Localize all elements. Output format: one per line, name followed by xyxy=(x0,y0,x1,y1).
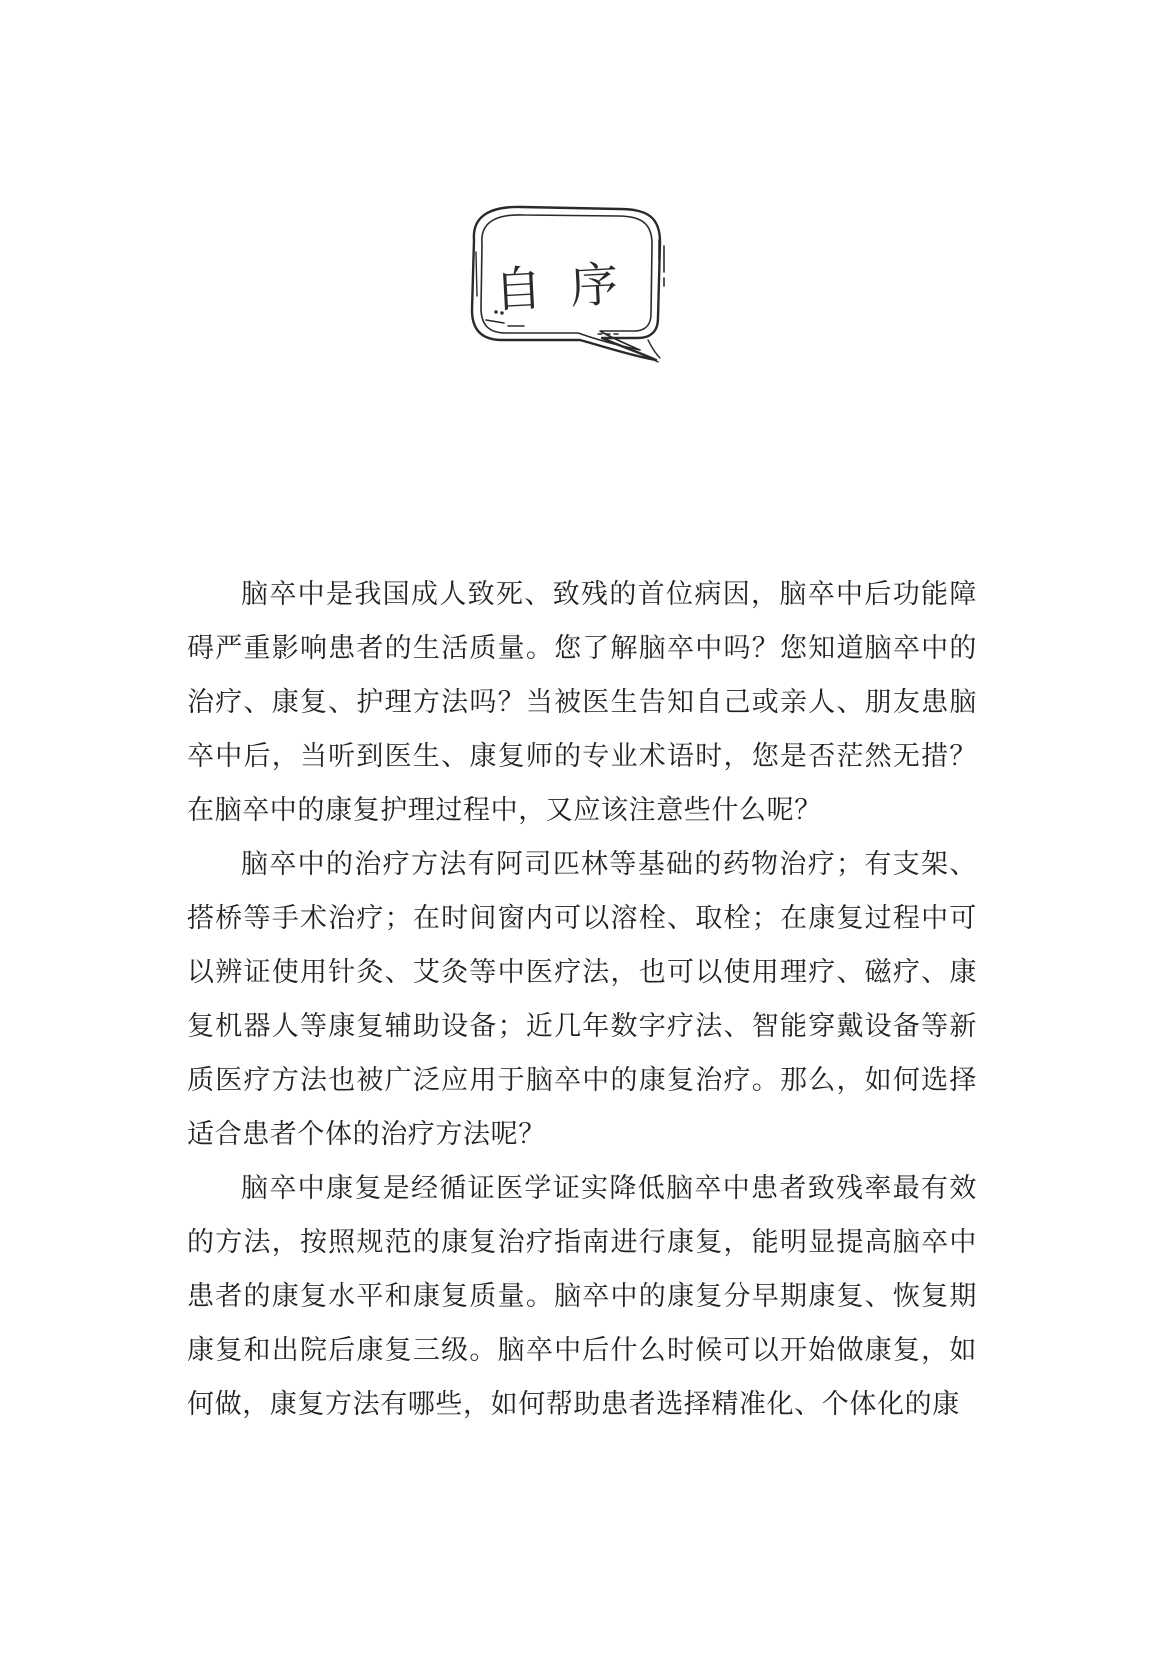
paragraph-1: 脑卒中是我国成人致死、致残的首位病因，脑卒中后功能障碍严重影响患者的生活质量。您了解脑卒中吗？您知道脑卒中的治疗、康复、护理方法吗？当被医生告知自己或亲人、朋友患脑卒中后，当听到医生、康复师的专业术语时，您是否茫然无措？在脑卒中的康复护理过程中，又应该注意些什么呢？ xyxy=(187,579,977,826)
page-title: 自序 xyxy=(492,255,648,319)
paragraph-3: 脑卒中康复是经循证医学证实降低脑卒中患者致残率最有效的方法，按照规范的康复治疗指南进行康复，能明显提高脑卒中患者的康复水平和康复质量。脑卒中的康复分早期康复、恢复期康复和出院后康复三级。脑卒中后什么时候可以开始做康复，如何做，康复方法有哪些，如何帮助患者选择精准化、个体化的康 xyxy=(187,1173,977,1420)
title-badge xyxy=(452,200,682,380)
body-text xyxy=(187,568,977,1432)
paragraph-2: 脑卒中的治疗方法有阿司匹林等基础的药物治疗；有支架、搭桥等手术治疗；在时间窗内可以溶栓、取栓；在康复过程中可以辨证使用针灸、艾灸等中医疗法，也可以使用理疗、磁疗、康复机器人等康复辅助设备；近几年数字疗法、智能穿戴设备等新质医疗方法也被广泛应用于脑卒中的康复治疗。那么，如何选择适合患者个体的治疗方法呢？ xyxy=(187,849,977,1150)
